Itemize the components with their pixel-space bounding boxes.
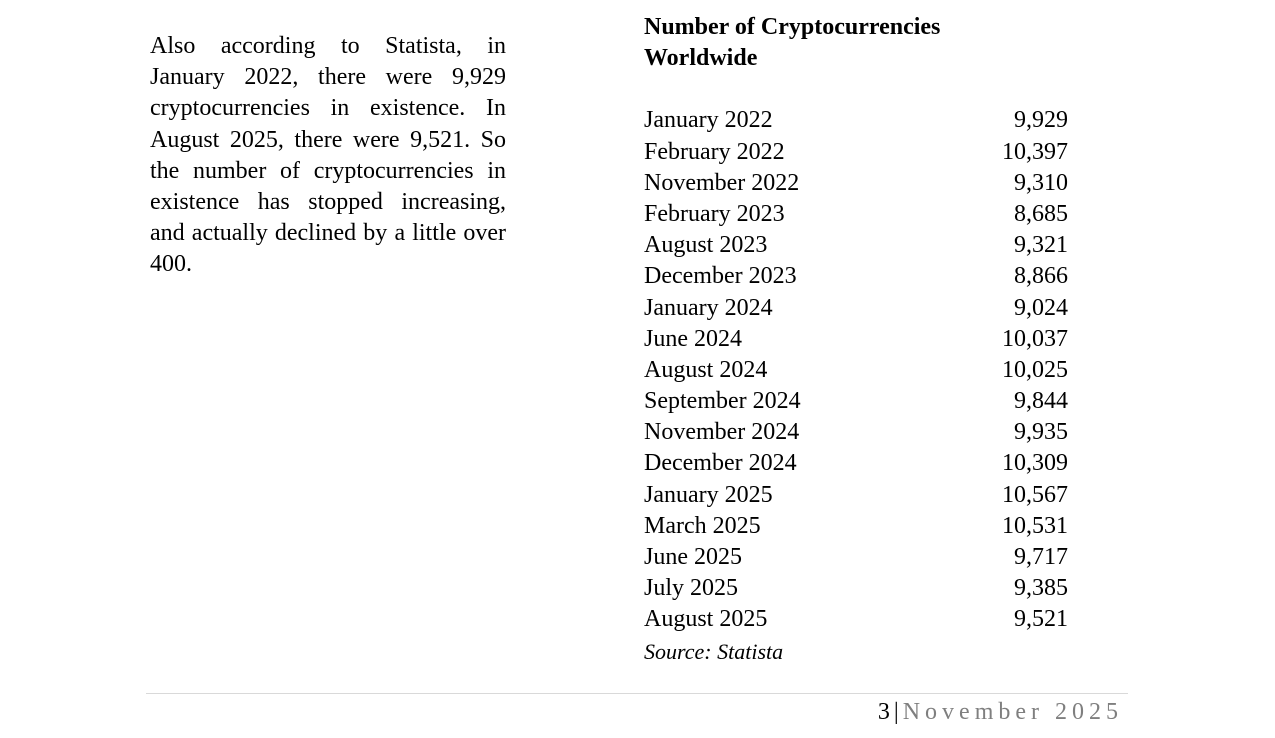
table-source: Source: Statista <box>644 638 784 664</box>
row-count: 8,866 <box>1014 263 1068 290</box>
table-row <box>644 542 1068 573</box>
row-date: February 2023 <box>644 200 785 227</box>
row-count: 9,521 <box>1014 606 1068 633</box>
row-date: August 2024 <box>644 356 768 383</box>
page-footer <box>878 697 1123 727</box>
row-date: January 2022 <box>644 107 773 134</box>
row-count: 10,025 <box>1002 356 1068 383</box>
footer-date: November 2025 <box>902 699 1123 725</box>
row-date: June 2024 <box>644 325 742 352</box>
table-row <box>644 448 1068 479</box>
table-row <box>644 261 1068 292</box>
row-date: February 2022 <box>644 138 785 165</box>
table-row <box>644 293 1068 324</box>
row-count: 8,685 <box>1014 200 1068 227</box>
row-count: 9,935 <box>1014 419 1068 446</box>
footer-divider <box>146 693 1128 694</box>
table-row <box>644 199 1068 230</box>
table-row <box>644 137 1068 168</box>
table-body <box>644 105 1068 635</box>
page-number: 3 <box>877 699 890 725</box>
row-date: January 2025 <box>644 481 773 508</box>
row-date: September 2024 <box>644 388 801 415</box>
table-row <box>644 355 1068 386</box>
table-row <box>644 511 1068 542</box>
row-date: June 2025 <box>644 544 742 571</box>
row-count: 9,929 <box>1014 107 1068 134</box>
table-row <box>644 386 1068 417</box>
row-date: November 2022 <box>644 169 800 196</box>
table-row <box>644 230 1068 261</box>
table-row <box>644 324 1068 355</box>
row-date: March 2025 <box>644 512 761 539</box>
row-count: 9,844 <box>1014 388 1068 415</box>
row-date: December 2024 <box>644 450 797 477</box>
row-count: 10,567 <box>1002 481 1068 508</box>
row-count: 10,037 <box>1002 325 1068 352</box>
row-date: January 2024 <box>644 294 773 321</box>
table-title: Number of Cryptocurrencies Worldwide <box>644 14 941 72</box>
row-date: December 2023 <box>644 263 797 290</box>
row-count: 9,024 <box>1014 294 1068 321</box>
row-date: August 2023 <box>644 232 768 259</box>
table-row <box>644 573 1068 604</box>
table-row <box>644 604 1068 635</box>
body-paragraph: Also according to Statista, in January 2022, there were 9,929 cryptocurrencies in existence. In August 2025, there were 9,521. So the number of cryptocurrencies in existence has stopped increasing, and actually declined by a little over 400. <box>150 33 506 278</box>
row-date: November 2024 <box>644 419 800 446</box>
table-row <box>644 105 1068 136</box>
row-count: 9,321 <box>1014 232 1068 259</box>
row-count: 10,309 <box>1002 450 1068 477</box>
row-date: August 2025 <box>644 606 768 633</box>
row-date: July 2025 <box>644 575 739 602</box>
row-count: 10,531 <box>1002 512 1068 539</box>
row-count: 9,310 <box>1014 169 1068 196</box>
row-count: 10,397 <box>1002 138 1068 165</box>
footer-separator: | <box>893 699 899 725</box>
table-row <box>644 480 1068 511</box>
table-row <box>644 168 1068 199</box>
row-count: 9,717 <box>1014 544 1068 571</box>
row-count: 9,385 <box>1014 575 1068 602</box>
table-row <box>644 417 1068 448</box>
crypto-count-table <box>644 12 1068 667</box>
